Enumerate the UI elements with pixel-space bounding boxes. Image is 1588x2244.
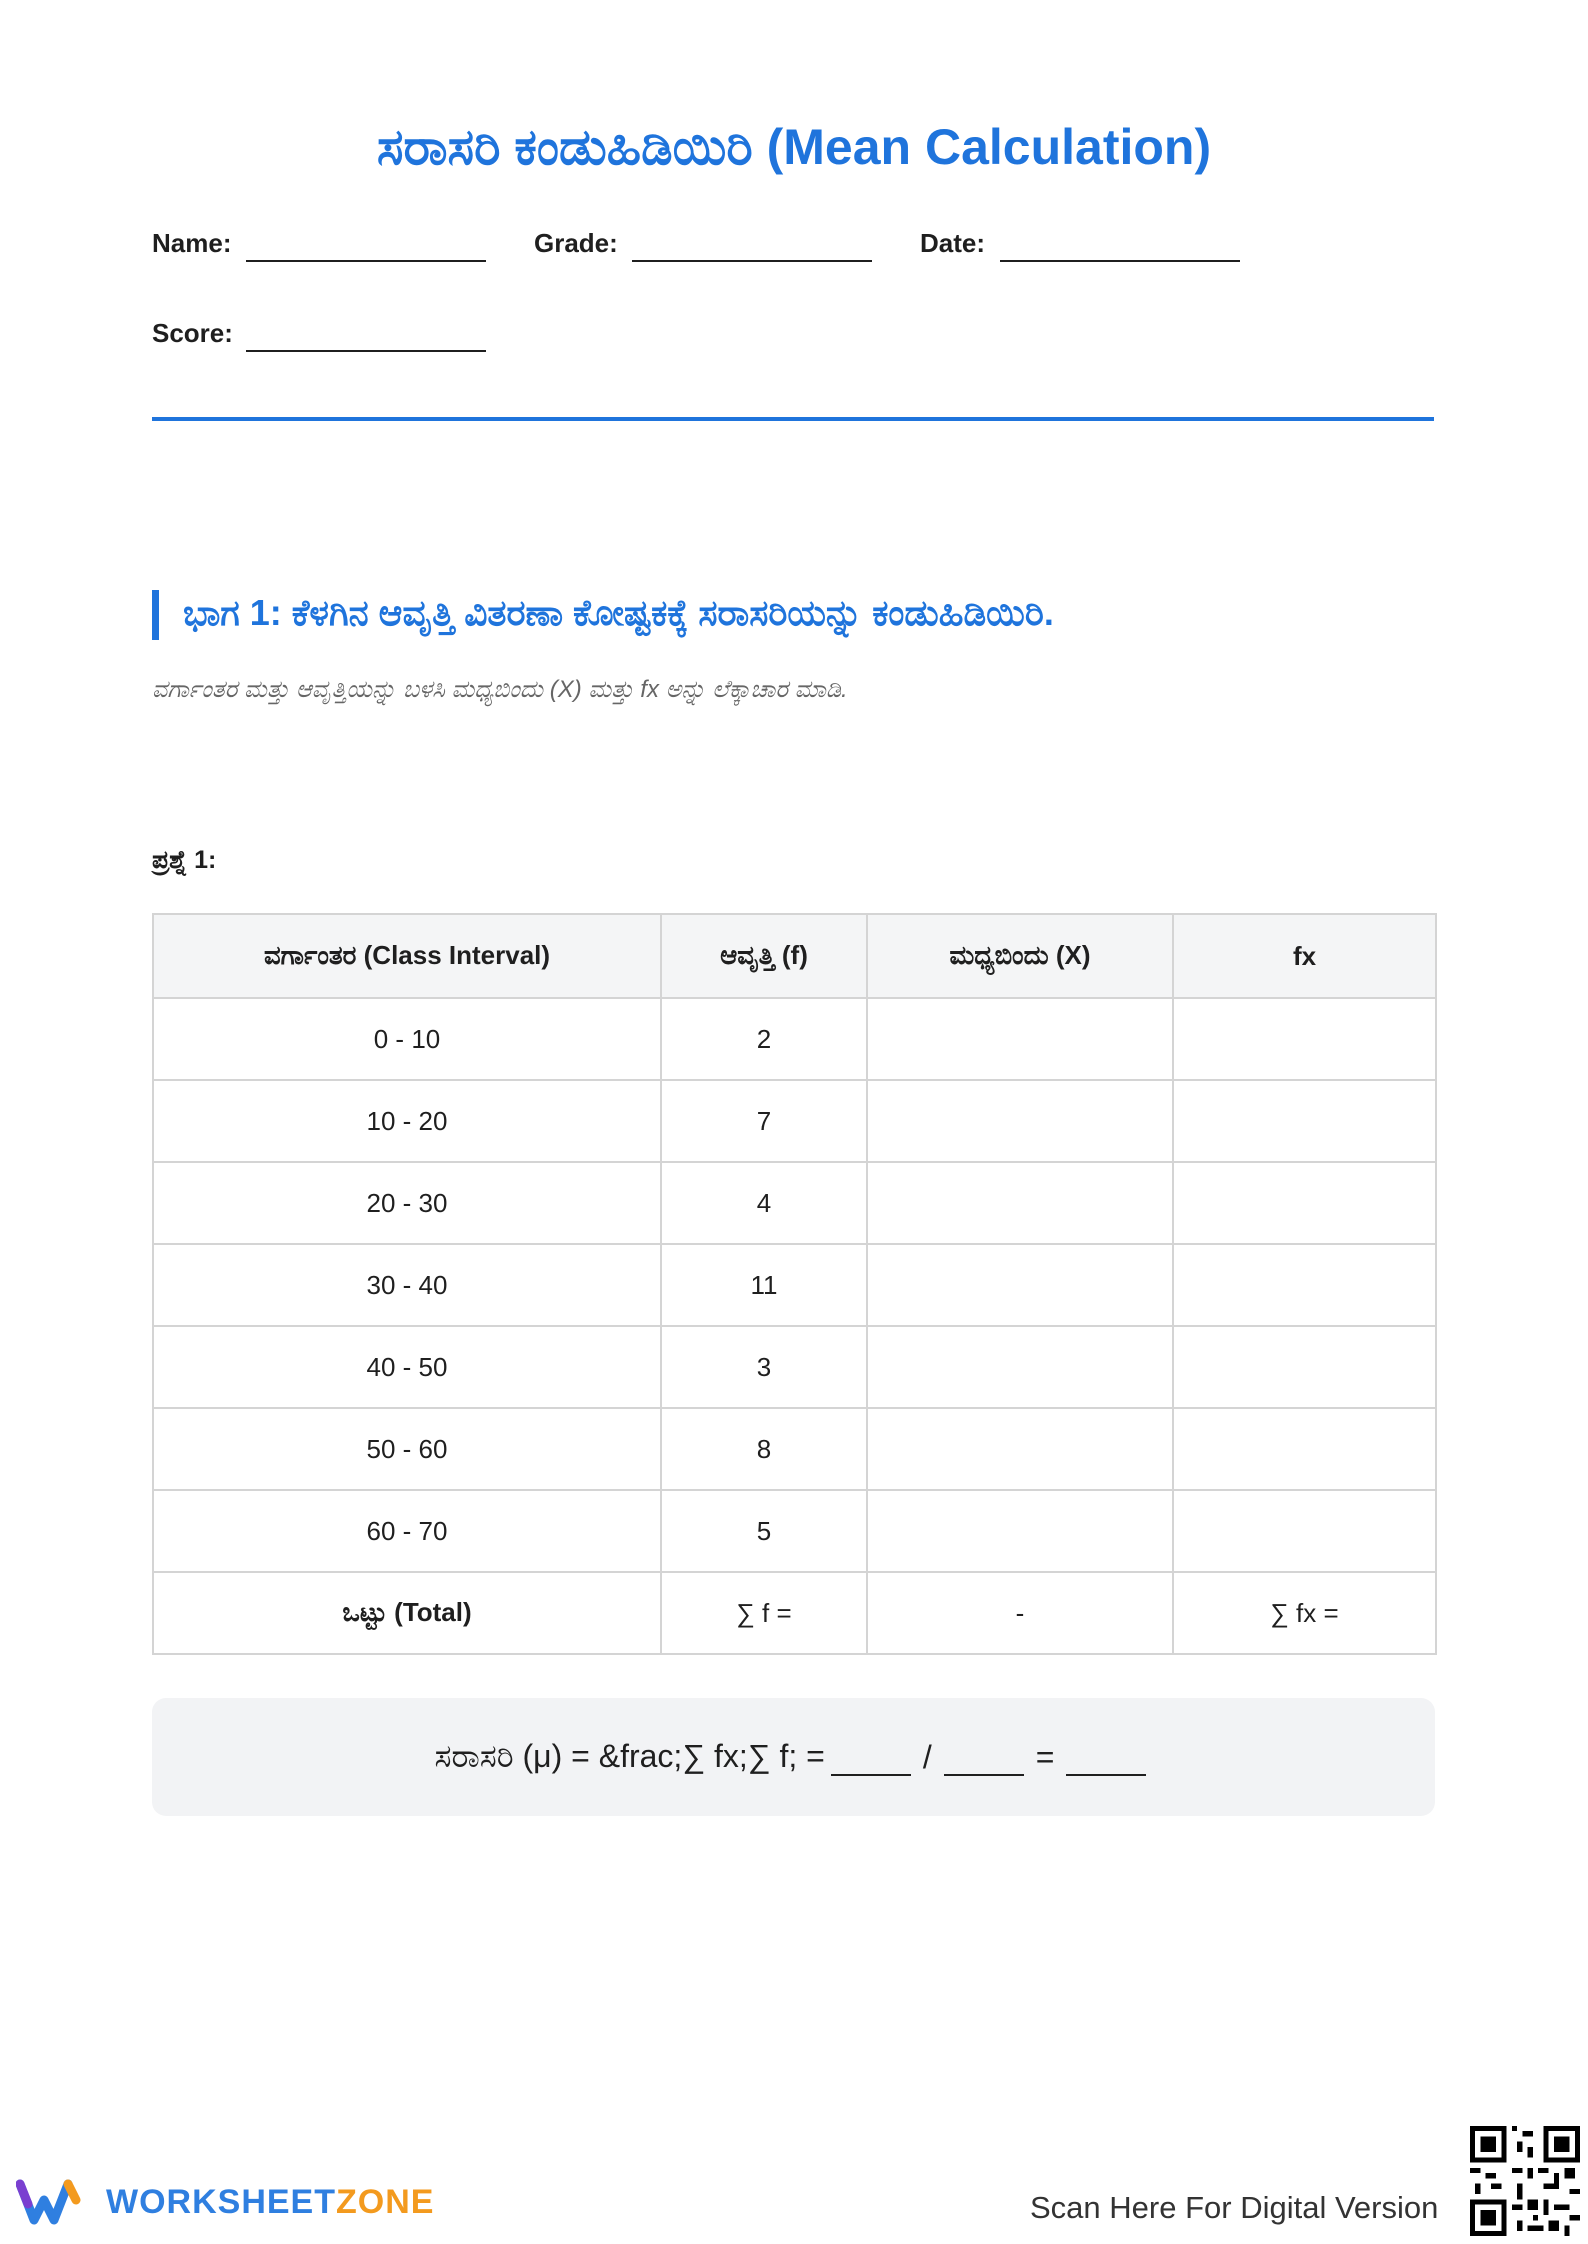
question-label: ಪ್ರಶ್ನೆ 1: xyxy=(152,846,217,874)
midpoint-answer-cell[interactable] xyxy=(867,1326,1173,1408)
mean-formula-box xyxy=(152,1698,1435,1816)
fx-answer-cell[interactable] xyxy=(1173,1326,1436,1408)
frequency-cell: 11 xyxy=(661,1244,867,1326)
interval-cell: 60 - 70 xyxy=(153,1490,661,1572)
interval-cell: 50 - 60 xyxy=(153,1408,661,1490)
midpoint-answer-cell[interactable] xyxy=(867,1408,1173,1490)
midpoint-answer-cell[interactable] xyxy=(867,1490,1173,1572)
frequency-table xyxy=(152,913,1437,1655)
mean-formula-text: ಸರಾಸರಿ (μ) = &frac;∑ fx;∑ f; = xyxy=(434,1738,825,1774)
table-row xyxy=(153,1162,1436,1244)
date-label: Date: xyxy=(920,228,986,258)
name-field[interactable] xyxy=(246,260,486,262)
header-midpoint: ಮಧ್ಯಬಿಂದು (X) xyxy=(867,914,1173,998)
frequency-cell: 2 xyxy=(661,998,867,1080)
total-midpoint-cell: - xyxy=(867,1572,1173,1654)
section-accent-bar xyxy=(152,590,159,640)
logo-text xyxy=(106,2183,434,2222)
interval-cell: 20 - 30 xyxy=(153,1162,661,1244)
score-field[interactable] xyxy=(246,350,486,352)
midpoint-answer-cell[interactable] xyxy=(867,1080,1173,1162)
midpoint-answer-cell[interactable] xyxy=(867,1244,1173,1326)
section-title: ಭಾಗ 1: ಕೆಳಗಿನ ಆವೃತ್ತಿ ವಿತರಣಾ ಕೋಷ್ಟಕಕ್ಕೆ ಸರಾಸರಿಯನ್ನು ಕಂಡುಹಿಡಿಯಿರಿ. xyxy=(183,592,1054,633)
section-instruction: ವರ್ಗಾಂತರ ಮತ್ತು ಆವೃತ್ತಿಯನ್ನು ಬಳಸಿ ಮಧ್ಯಬಿಂದು (X) ಮತ್ತು fx ಅನ್ನು ಲೆಕ್ಕಾಚಾರ ಮಾಡಿ. xyxy=(152,676,848,703)
frequency-cell: 7 xyxy=(661,1080,867,1162)
formula-equals: = xyxy=(1035,1738,1055,1775)
frequency-cell: 5 xyxy=(661,1490,867,1572)
header-class-interval: ವರ್ಗಾಂತರ (Class Interval) xyxy=(153,914,661,998)
fx-answer-cell[interactable] xyxy=(1173,1162,1436,1244)
worksheetzone-logo-icon xyxy=(16,2178,96,2226)
frequency-cell: 8 xyxy=(661,1408,867,1490)
interval-cell: 40 - 50 xyxy=(153,1326,661,1408)
sum-fx-cell[interactable]: ∑ fx = xyxy=(1173,1572,1436,1654)
grade-field[interactable] xyxy=(632,260,872,262)
table-row xyxy=(153,998,1436,1080)
date-field[interactable] xyxy=(1000,260,1240,262)
header-divider xyxy=(152,417,1434,421)
fx-answer-cell[interactable] xyxy=(1173,1408,1436,1490)
sum-f-cell[interactable]: ∑ f = xyxy=(661,1572,867,1654)
logo-text-zone: ZONE xyxy=(336,2182,435,2221)
numerator-blank[interactable] xyxy=(831,1738,911,1776)
fx-answer-cell[interactable] xyxy=(1173,1244,1436,1326)
table-row xyxy=(153,1408,1436,1490)
worksheetzone-logo xyxy=(16,2178,434,2226)
table-row xyxy=(153,1490,1436,1572)
scan-caption: Scan Here For Digital Version xyxy=(1030,2190,1439,2225)
frequency-cell: 3 xyxy=(661,1326,867,1408)
formula-divider: / xyxy=(922,1738,932,1775)
qr-code-icon[interactable] xyxy=(1470,2126,1580,2236)
fx-answer-cell[interactable] xyxy=(1173,1490,1436,1572)
interval-cell: 0 - 10 xyxy=(153,998,661,1080)
total-label: ಒಟ್ಟು (Total) xyxy=(153,1572,661,1654)
midpoint-answer-cell[interactable] xyxy=(867,998,1173,1080)
table-header-row xyxy=(153,914,1436,998)
denominator-blank[interactable] xyxy=(944,1738,1024,1776)
table-row xyxy=(153,1326,1436,1408)
table-row xyxy=(153,1244,1436,1326)
result-blank[interactable] xyxy=(1066,1738,1146,1776)
score-label: Score: xyxy=(152,318,233,348)
frequency-cell: 4 xyxy=(661,1162,867,1244)
table-row xyxy=(153,1080,1436,1162)
logo-text-worksheet: WORKSHEET xyxy=(106,2182,336,2221)
header-fx: fx xyxy=(1173,914,1436,998)
interval-cell: 30 - 40 xyxy=(153,1244,661,1326)
grade-label: Grade: xyxy=(534,228,618,258)
name-label: Name: xyxy=(152,228,232,258)
fx-answer-cell[interactable] xyxy=(1173,998,1436,1080)
table-total-row xyxy=(153,1572,1436,1654)
midpoint-answer-cell[interactable] xyxy=(867,1162,1173,1244)
header-frequency: ಆವೃತ್ತಿ (f) xyxy=(661,914,867,998)
interval-cell: 10 - 20 xyxy=(153,1080,661,1162)
page-title: ಸರಾಸರಿ ಕಂಡುಹಿಡಿಯಿರಿ (Mean Calculation) xyxy=(376,119,1212,175)
fx-answer-cell[interactable] xyxy=(1173,1080,1436,1162)
